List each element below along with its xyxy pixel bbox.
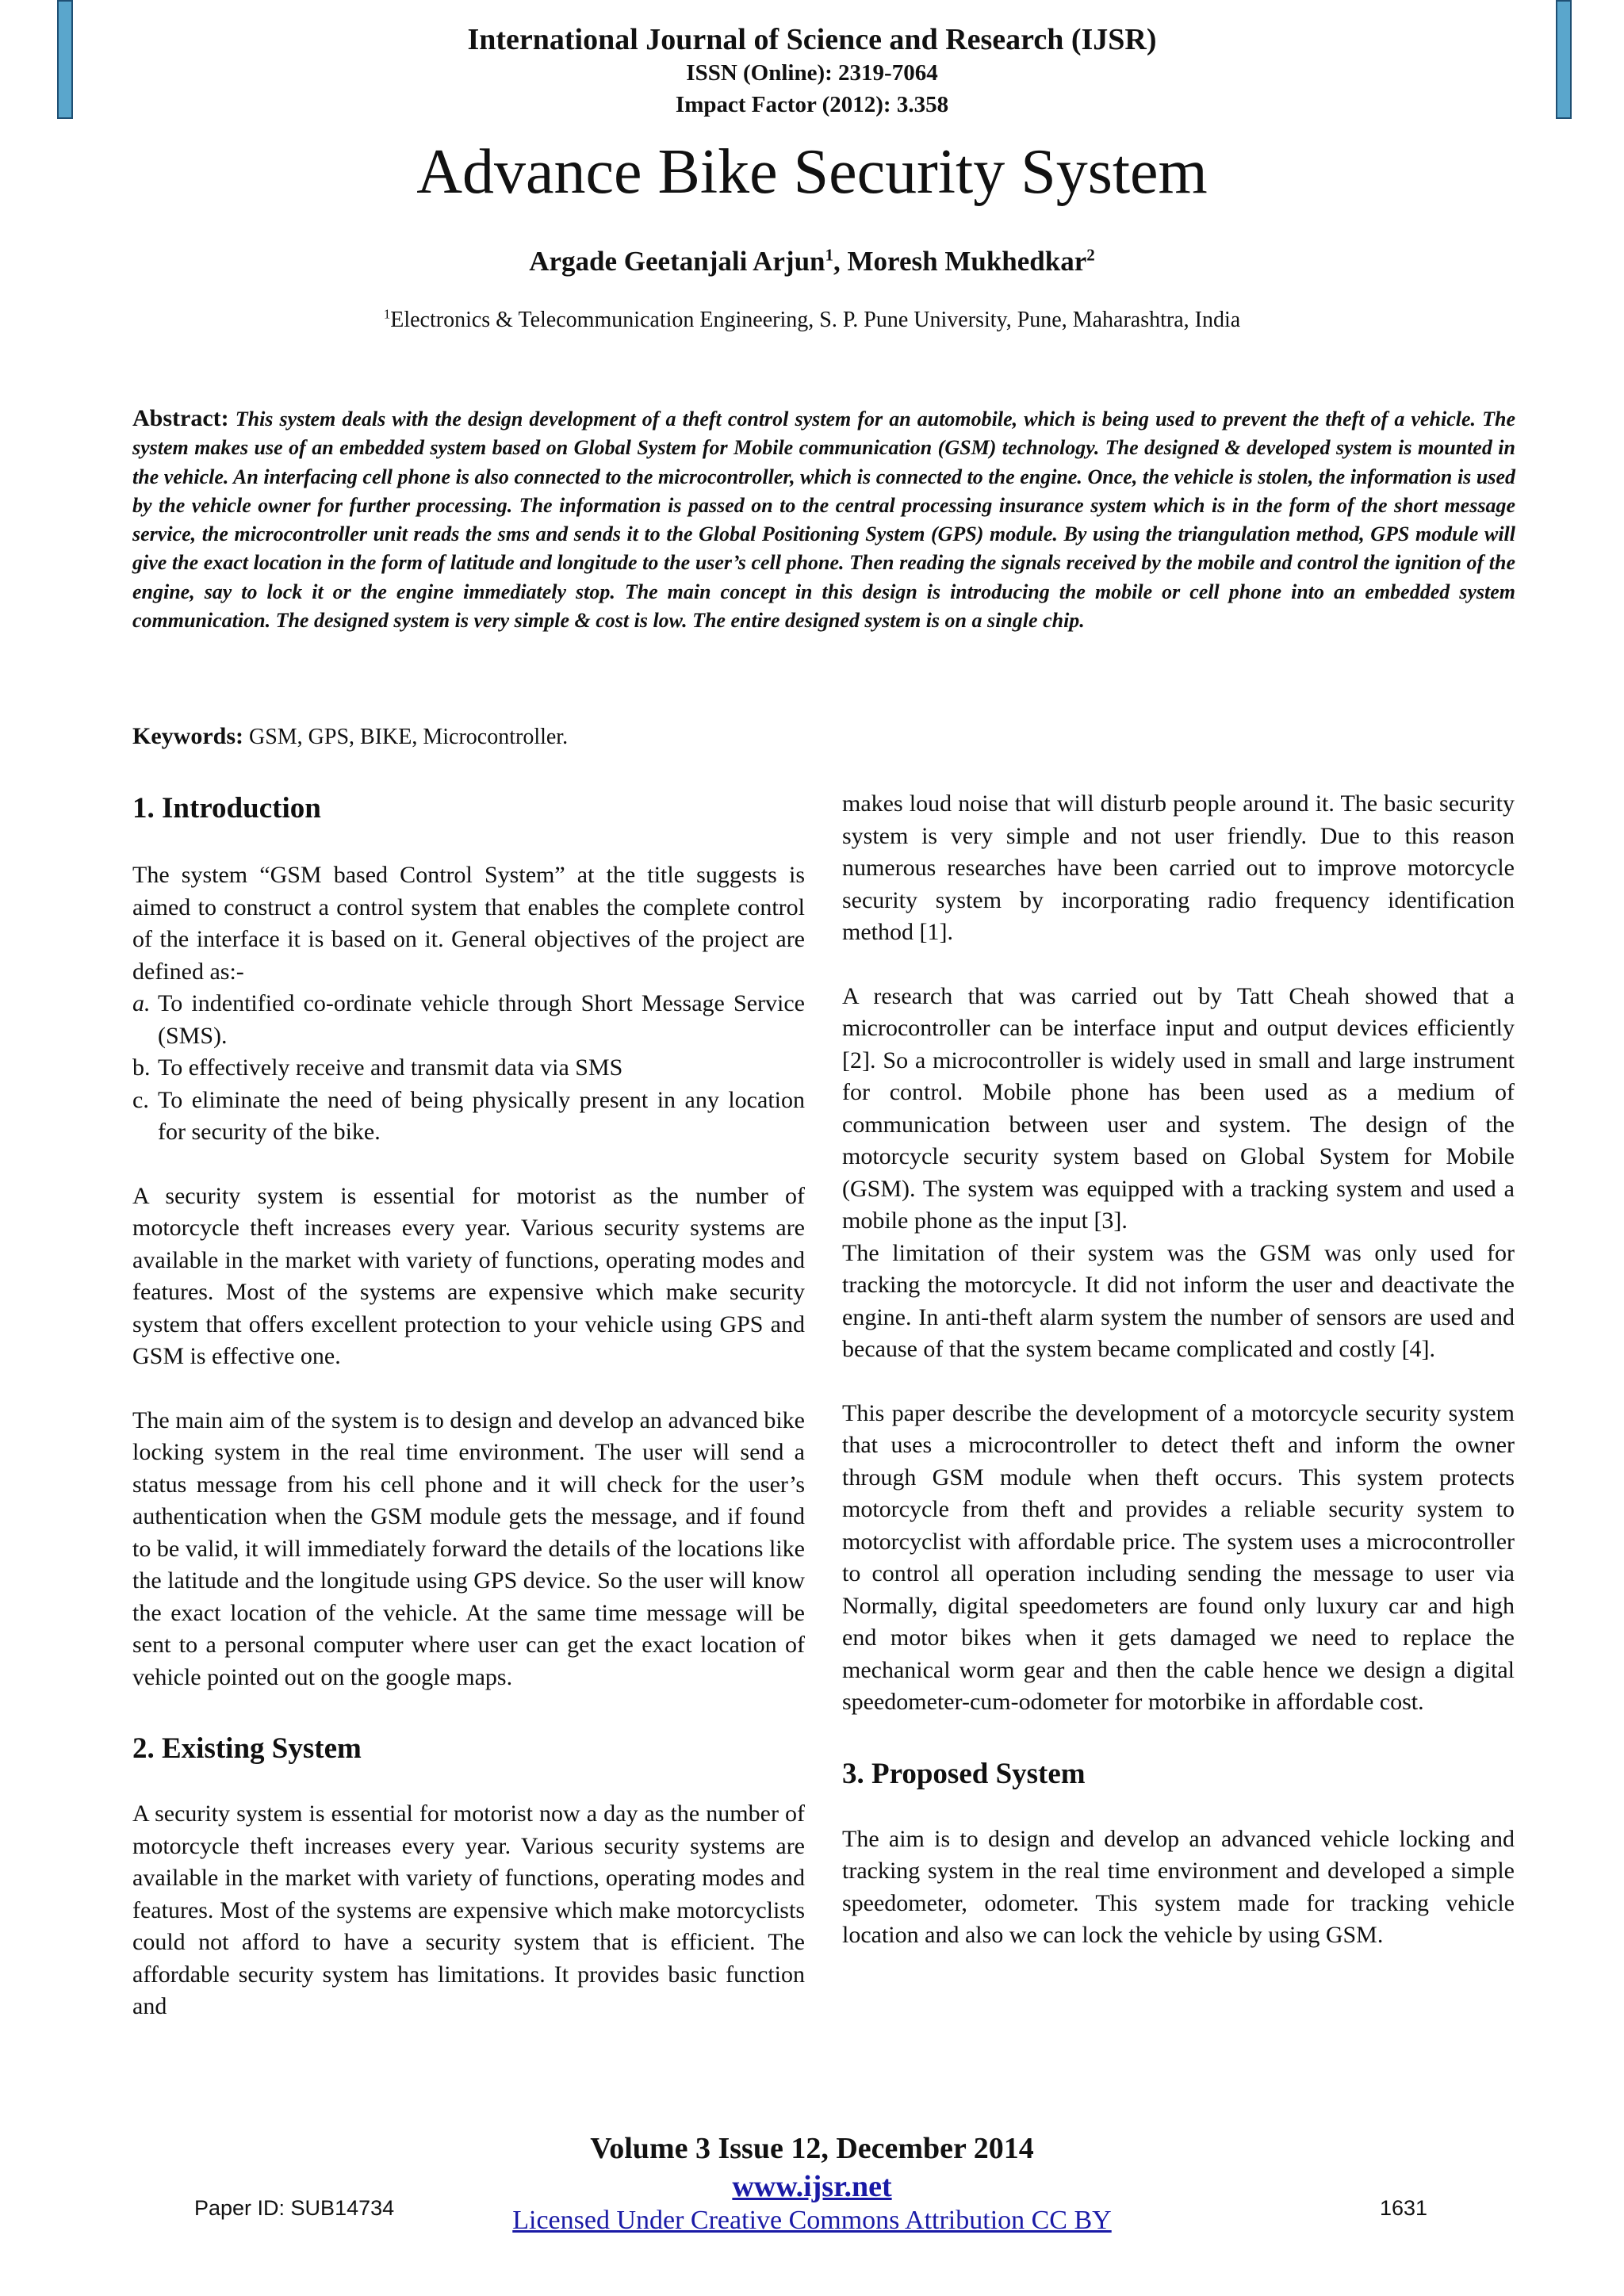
list-item-text: To eliminate the need of being physically present in any location for security of the bike.	[158, 1086, 805, 1145]
journal-name: International Journal of Science and Research (IJSR)	[467, 23, 1157, 56]
footer-website-link[interactable]: www.ijsr.net	[732, 2170, 892, 2203]
keywords-text: GSM, GPS, BIKE, Microcontroller.	[243, 725, 569, 749]
list-marker: b.	[132, 1054, 151, 1081]
footer-license-link[interactable]: Licensed Under Creative Commons Attribution CC BY	[512, 2206, 1112, 2235]
paper-id: Paper ID: SUB14734	[194, 2196, 395, 2220]
page-number: 1631	[1380, 2196, 1428, 2220]
right-column	[842, 788, 1515, 1952]
abstract-label: Abstract:	[132, 405, 229, 431]
existing-paragraph-2: makes loud noise that will disturb people around it. The basic security system is very simple and not user friendly. Due to this reason numerous researches have been carried out to improve motorcycle security system by incorporating radio frequency identification method [1].	[842, 790, 1515, 945]
journal-impact-factor: Impact Factor (2012): 3.358	[675, 92, 949, 117]
keywords-label: Keywords:	[132, 723, 243, 749]
author-2-affiliation-mark: 2	[1086, 245, 1095, 265]
abstract-text: This system deals with the design development of a theft control system for an automobile, which is being used to prevent the theft of a vehicle. The system makes use of an embedded system based on Global System for Mobile communication (GSM) technology. The designed & developed system is mounted in the vehicle. An interfacing cell phone is also connected to the microcontroller, which is connected to the engine. Once, the vehicle is stolen, the information is used by the vehicle owner for further processing. The information is passed on to the central processing insurance system which is in the form of the short message service, the microcontroller unit reads the sms and sends it to the Global Positioning System (GPS) module. By using the triangulation method, GPS module will give the exact location in the form of latitude and longitude to the user’s cell phone. Then reading the signals received by the mobile and control the ignition of the engine, say to lock it or the engine immediately stop. The main concept in this design is introducing the mobile or cell phone into an embedded system communication. The designed system is very simple & cost is low. The entire designed system is on a single chip.	[132, 408, 1516, 633]
author-2: Moresh Mukhedkar	[847, 246, 1087, 277]
affiliation-text: Electronics & Telecommunication Engineering, S. P. Pune University, Pune, Maharashtra, India	[390, 308, 1241, 332]
list-item	[132, 1085, 805, 1149]
author-1: Argade Geetanjali Arjun	[529, 246, 825, 277]
author-1-affiliation-mark: 1	[825, 245, 834, 265]
section-heading-existing-system: 2. Existing System	[132, 1732, 362, 1765]
author-line	[0, 246, 1624, 277]
list-marker: a.	[132, 990, 151, 1016]
abstract	[132, 404, 1515, 635]
footer-volume: Volume 3 Issue 12, December 2014	[590, 2132, 1034, 2165]
list-item-text: To indentified co-ordinate vehicle through Short Message Service (SMS).	[158, 990, 805, 1049]
affiliation-mark: 1	[383, 306, 391, 322]
list-item	[132, 1052, 805, 1085]
paper-title: Advance Bike Security System	[416, 137, 1208, 207]
existing-paragraph-5: This paper describe the development of a motorcycle security system that uses a microcontroller to detect theft and inform the owner through GSM module when theft occurs. This system protects motorcycle from theft and provides a reliable security system to motorcyclist with affordable price. The system uses a microcontroller to control all operation including sending the message to user via Normally, digital speedometers are found only luxury car and high end motor bikes when it gets damaged we need to replace the mechanical worm gear and then the cable hence we design a digital speedometer-cum-odometer for motorbike in affordable cost.	[842, 1399, 1515, 1715]
list-item	[132, 988, 805, 1052]
list-item-text: To effectively receive and transmit data via SMS	[158, 1054, 623, 1081]
existing-paragraph-1: A security system is essential for motorist now a day as the number of motorcycle theft increases every year. Various security systems are available in the market with variety of functions, operating modes and features. Most of the systems are expensive which make motorcyclists could not afford to have a security system that is efficient. The affordable security system has limitations. It provides basic function and	[132, 1800, 805, 2019]
keywords	[132, 723, 568, 750]
intro-paragraph-3: The main aim of the system is to design and develop an advanced bike locking system in the real time environment. The user will send a status message from his cell phone and it will check for the user’s authentication when the GSM module gets the message, and if found to be valid, it will immediately forward the details of the locations like the latitude and the longitude using GPS device. So the user will know the exact location of the vehicle. At the same time message will be sent to a personal computer where user can get the exact location of vehicle pointed out on the google maps.	[132, 1406, 805, 1690]
list-marker: c.	[132, 1086, 149, 1113]
intro-paragraph-2: A security system is essential for motorist as the number of motorcycle theft increases every year. Various security systems are available in the market with variety of functions, operating modes and features. Most of the systems are expensive which make security system that offers excellent protection to your vehicle using GPS and GSM is effective one.	[132, 1182, 805, 1369]
journal-issn: ISSN (Online): 2319-7064	[686, 60, 938, 86]
existing-paragraph-3: A research that was carried out by Tatt Cheah showed that a microcontroller can be interface input and output devices efficiently [2]. So a microcontroller is widely used in small and large instrument for control. Mobile phone has been used as a medium of communication between user and system. The design of the motorcycle security system based on Global System for Mobile (GSM). The system was equipped with a tracking system and used a mobile phone as the input [3].	[842, 982, 1515, 1234]
left-column	[132, 791, 805, 2023]
section-heading-proposed-system: 3. Proposed System	[842, 1757, 1086, 1790]
existing-paragraph-4: The limitation of their system was the GSM was only used for tracking the motorcycle. It did not inform the user and deactivate the engine. In anti-theft alarm system the number of sensors are used and because of that the system became complicated and costly [4].	[842, 1239, 1515, 1362]
proposed-paragraph-1: The aim is to design and develop an advanced vehicle locking and tracking system in the real time environment and developed a simple speedometer, odometer. This system made for tracking vehicle location and also we can lock the vehicle by using GSM.	[842, 1825, 1515, 1948]
section-heading-introduction: 1. Introduction	[132, 792, 321, 825]
author-separator: ,	[833, 246, 848, 277]
affiliation	[0, 308, 1624, 333]
intro-paragraph-1: The system “GSM based Control System” at the title suggests is aimed to construct a control system that enables the complete control of the interface it is based on it. General objectives of the project are defined as:-	[132, 862, 805, 985]
